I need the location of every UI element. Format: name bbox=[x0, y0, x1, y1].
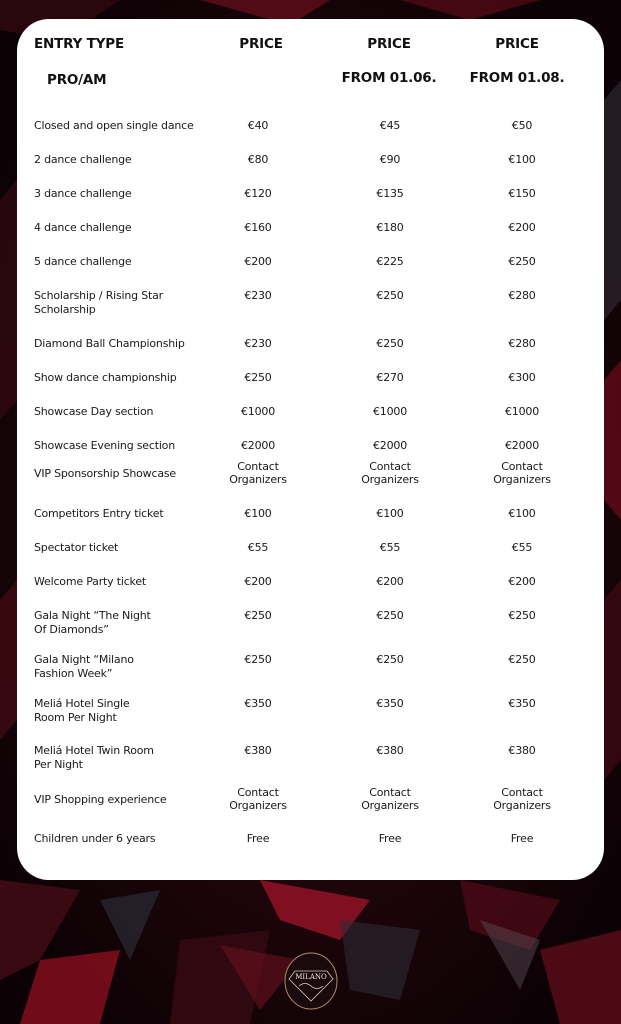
price-cell-2: Contact Organizers bbox=[361, 786, 419, 812]
price-cell-3: €2000 bbox=[505, 439, 539, 452]
price-cell-3: Contact Organizers bbox=[493, 460, 551, 486]
price-cell-2: €250 bbox=[376, 609, 404, 622]
price-cell-1: €55 bbox=[247, 541, 269, 554]
price-cell-2: €55 bbox=[379, 541, 401, 554]
row-label: VIP Shopping experience bbox=[34, 793, 167, 806]
price-cell-3: €300 bbox=[508, 371, 536, 384]
price-cell-3: €250 bbox=[508, 653, 536, 666]
price-cell-2: €135 bbox=[376, 187, 404, 200]
price-cell-1: €250 bbox=[244, 653, 272, 666]
price-cell-3: €1000 bbox=[505, 405, 539, 418]
price-cell-2: €1000 bbox=[373, 405, 407, 418]
price-cell-2: €225 bbox=[376, 255, 404, 268]
price-cell-3: €200 bbox=[508, 221, 536, 234]
price-cell-3: €250 bbox=[508, 609, 536, 622]
price-cell-1: €200 bbox=[244, 255, 272, 268]
row-label: Diamond Ball Championship bbox=[34, 337, 185, 350]
price-cell-2: €250 bbox=[376, 289, 404, 302]
price-cell-3: €280 bbox=[508, 337, 536, 350]
price-cell-2: €200 bbox=[376, 575, 404, 588]
row-label: Competitors Entry ticket bbox=[34, 507, 164, 520]
price-cell-1: €120 bbox=[244, 187, 272, 200]
price-cell-3: Free bbox=[510, 832, 534, 845]
row-label: Meliá Hotel Twin Room Per Night bbox=[34, 744, 154, 771]
row-label: Scholarship / Rising Star Scholarship bbox=[34, 289, 163, 316]
price-cell-1: €2000 bbox=[241, 439, 275, 452]
pricing-card bbox=[17, 19, 604, 880]
row-label: VIP Sponsorship Showcase bbox=[34, 467, 176, 480]
price-cell-2: €350 bbox=[376, 697, 404, 710]
price-cell-1: €350 bbox=[244, 697, 272, 710]
row-label: 2 dance challenge bbox=[34, 153, 132, 166]
row-label: Showcase Evening section bbox=[34, 439, 175, 452]
price-cell-3: €100 bbox=[508, 153, 536, 166]
price-cell-3: €380 bbox=[508, 744, 536, 757]
logo-text: MILANO bbox=[295, 973, 327, 981]
header-price-2-date: FROM 01.06. bbox=[341, 70, 437, 86]
price-cell-2: Free bbox=[378, 832, 402, 845]
price-cell-2: €250 bbox=[376, 337, 404, 350]
header-price-3: PRICE bbox=[495, 36, 539, 52]
header-category: PRO/AM bbox=[47, 72, 107, 88]
header-price-2: PRICE bbox=[367, 36, 411, 52]
row-label: Gala Night “The Night Of Diamonds” bbox=[34, 609, 151, 636]
price-cell-1: €380 bbox=[244, 744, 272, 757]
price-cell-1: €100 bbox=[244, 507, 272, 520]
header-price-3-date: FROM 01.08. bbox=[469, 70, 565, 86]
price-cell-2: €2000 bbox=[373, 439, 407, 452]
price-cell-3: €50 bbox=[511, 119, 533, 132]
price-cell-2: €90 bbox=[379, 153, 401, 166]
price-cell-1: Contact Organizers bbox=[229, 460, 287, 486]
row-label: Children under 6 years bbox=[34, 832, 156, 845]
row-label: Spectator ticket bbox=[34, 541, 119, 554]
price-cell-3: €200 bbox=[508, 575, 536, 588]
price-cell-1: €250 bbox=[244, 609, 272, 622]
price-cell-3: €280 bbox=[508, 289, 536, 302]
header-price-1: PRICE bbox=[239, 36, 283, 52]
price-cell-3: €150 bbox=[508, 187, 536, 200]
price-cell-3: €350 bbox=[508, 697, 536, 710]
row-label: 5 dance challenge bbox=[34, 255, 132, 268]
price-cell-2: €45 bbox=[379, 119, 401, 132]
row-label: 3 dance challenge bbox=[34, 187, 132, 200]
price-cell-3: Contact Organizers bbox=[493, 786, 551, 812]
price-cell-1: Free bbox=[246, 832, 270, 845]
price-cell-3: €100 bbox=[508, 507, 536, 520]
milano-logo bbox=[283, 951, 339, 1011]
price-cell-3: €55 bbox=[511, 541, 533, 554]
header-entry-type: ENTRY TYPE bbox=[34, 36, 124, 52]
price-cell-2: €380 bbox=[376, 744, 404, 757]
price-cell-1: Contact Organizers bbox=[229, 786, 287, 812]
price-cell-1: €40 bbox=[247, 119, 269, 132]
price-cell-2: Contact Organizers bbox=[361, 460, 419, 486]
price-cell-2: €250 bbox=[376, 653, 404, 666]
row-label: Showcase Day section bbox=[34, 405, 154, 418]
price-cell-2: €100 bbox=[376, 507, 404, 520]
row-label: Gala Night “Milano Fashion Week” bbox=[34, 653, 134, 680]
price-cell-1: €1000 bbox=[241, 405, 275, 418]
row-label: Welcome Party ticket bbox=[34, 575, 147, 588]
price-cell-1: €160 bbox=[244, 221, 272, 234]
price-cell-1: €230 bbox=[244, 289, 272, 302]
row-label: Meliá Hotel Single Room Per Night bbox=[34, 697, 130, 724]
row-label: Show dance championship bbox=[34, 371, 177, 384]
price-cell-1: €230 bbox=[244, 337, 272, 350]
price-cell-1: €250 bbox=[244, 371, 272, 384]
row-label: 4 dance challenge bbox=[34, 221, 132, 234]
price-cell-3: €250 bbox=[508, 255, 536, 268]
price-cell-1: €80 bbox=[247, 153, 269, 166]
row-label: Closed and open single dance bbox=[34, 119, 194, 132]
price-cell-1: €200 bbox=[244, 575, 272, 588]
price-cell-2: €270 bbox=[376, 371, 404, 384]
price-cell-2: €180 bbox=[376, 221, 404, 234]
